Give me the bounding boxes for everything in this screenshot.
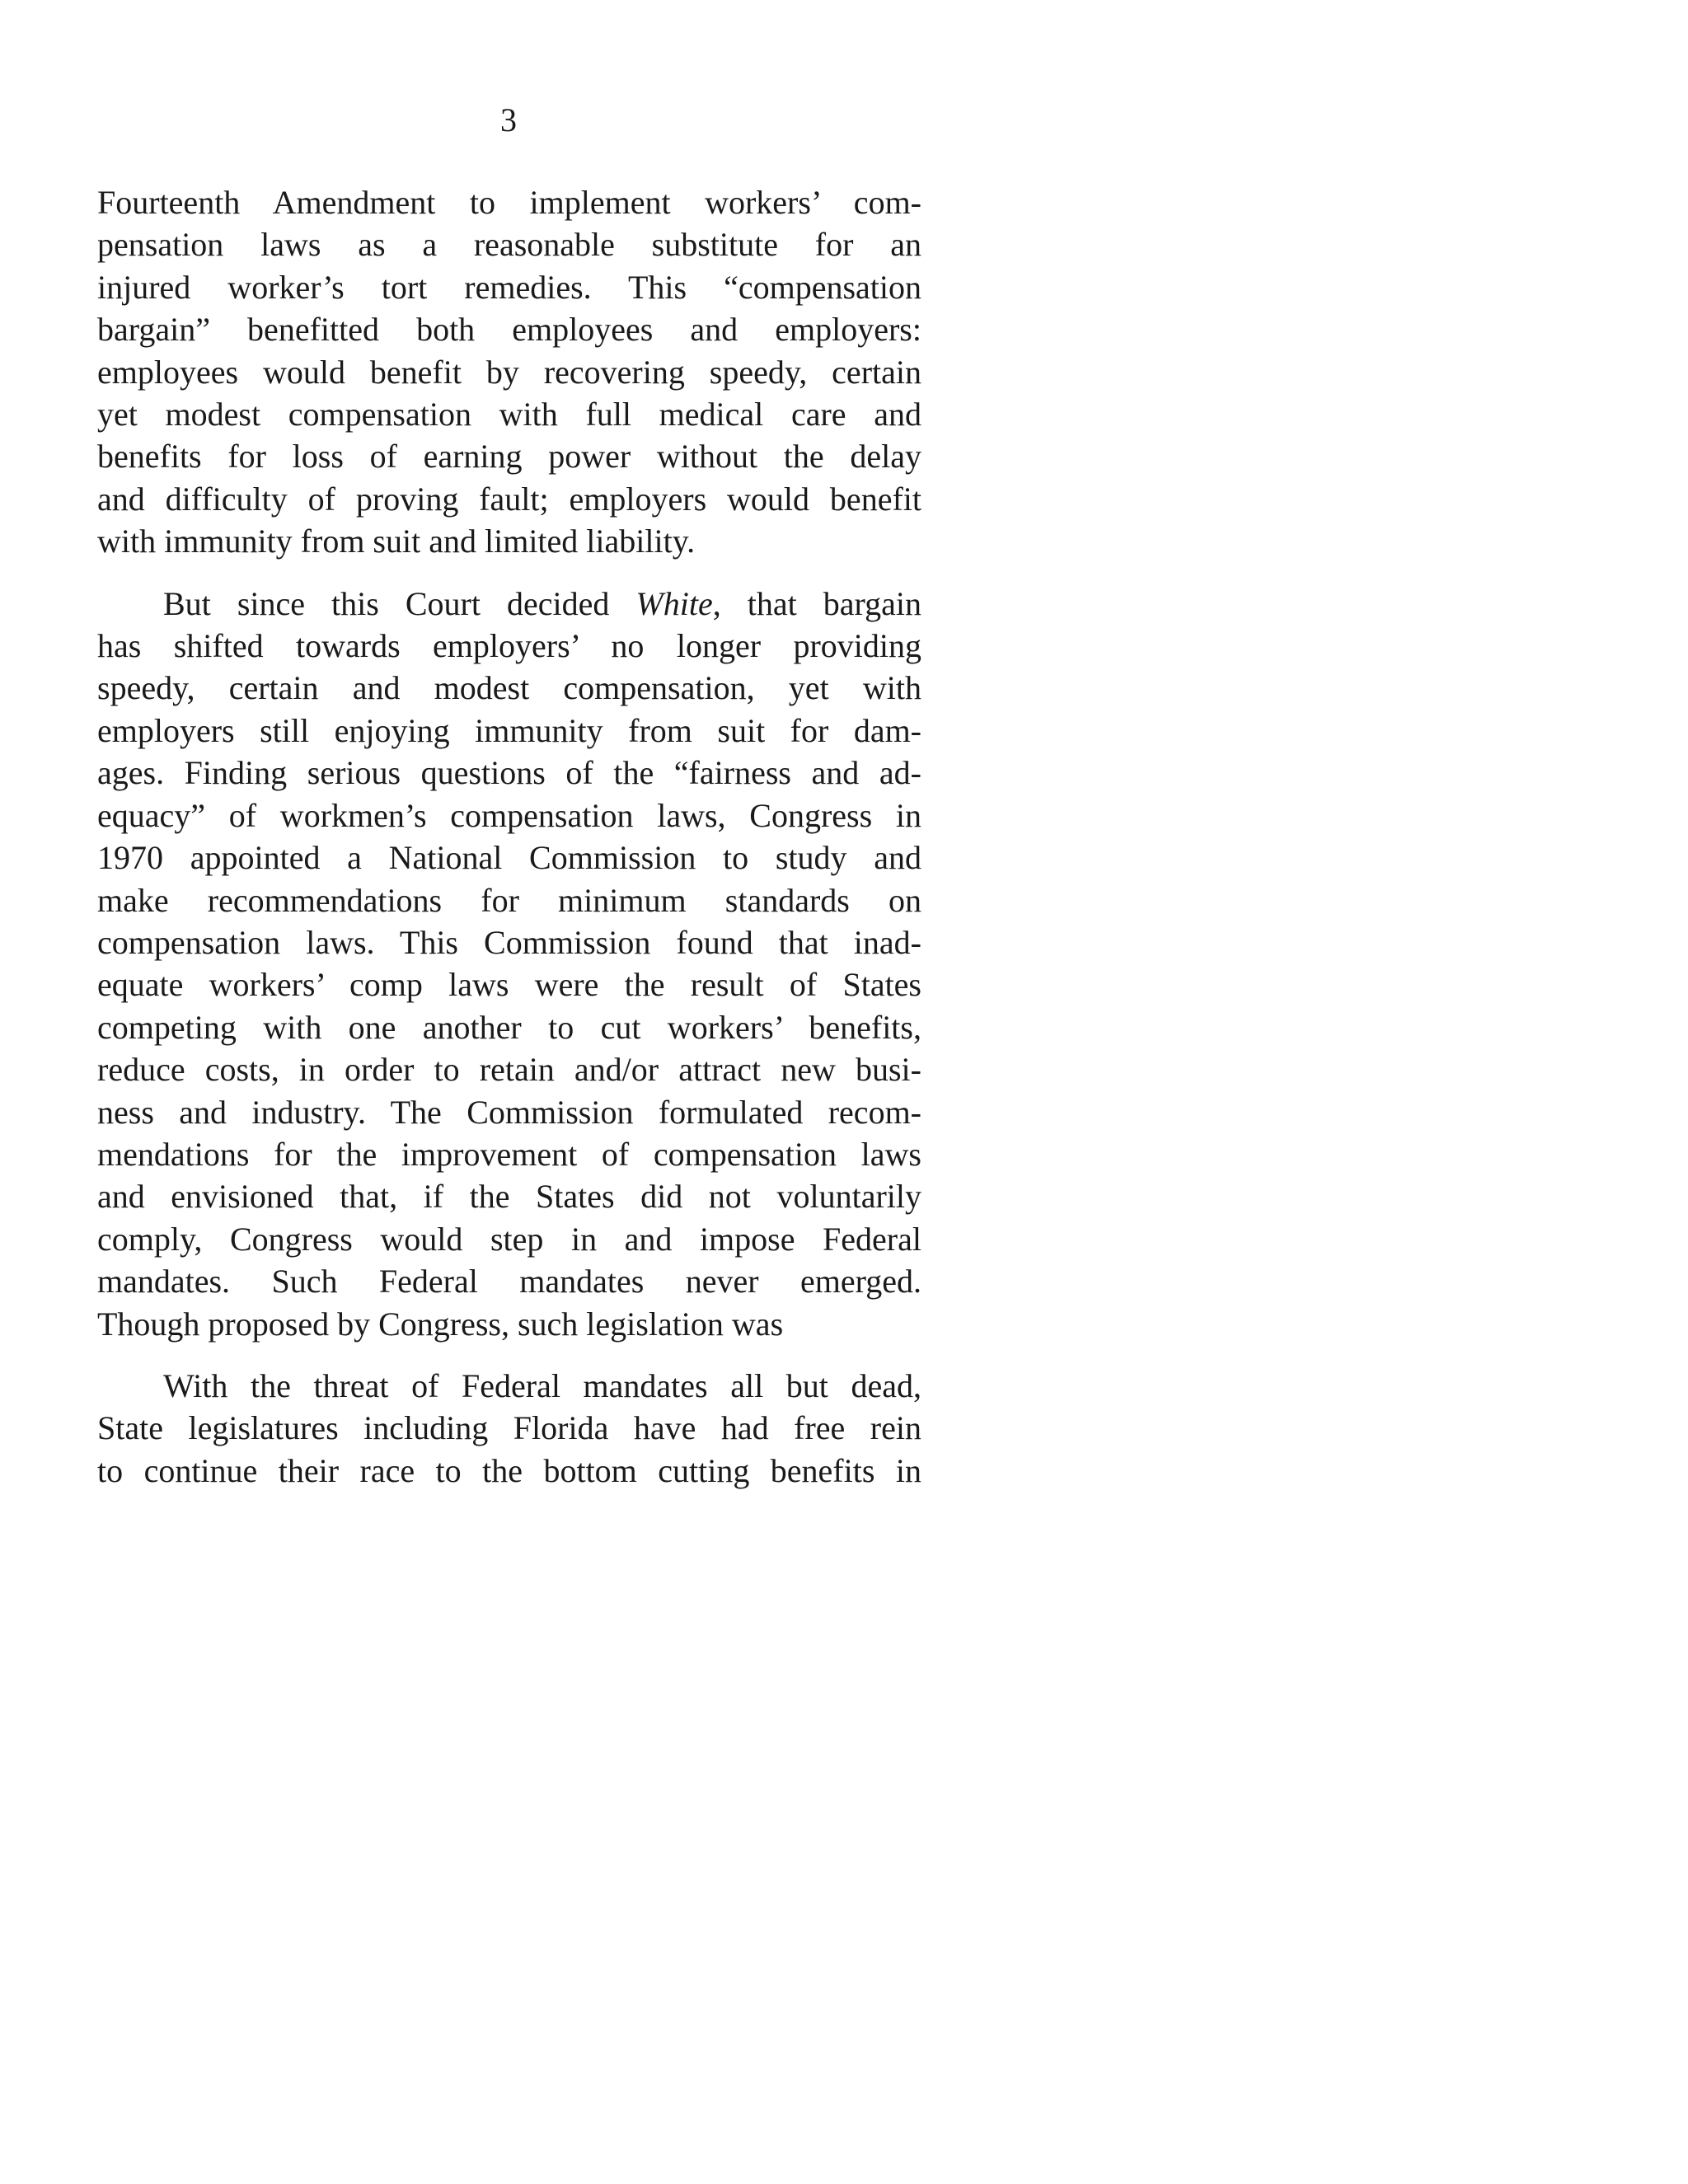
text-line: competing with one another to cut workers’ benefits, [97, 1008, 921, 1046]
text-line: pensation laws as a reasonable substitute for an [97, 226, 921, 264]
text-line: 1970 appointed a National Commission to study and [97, 839, 921, 877]
text-line: and difficulty of proving fault; employers would benefit [97, 480, 921, 518]
text-line: equacy” of workmen’s compensation laws, Congress in [97, 796, 921, 834]
text-line: employees would benefit by recovering speedy, certain [97, 353, 921, 391]
text-line: mendations for the improvement of compensation laws [97, 1135, 921, 1173]
text-segment: , that bargain [712, 584, 921, 622]
text-line [97, 583, 921, 625]
text-line [97, 1365, 921, 1407]
text-line: reduce costs, in order to retain and/or attract new busi- [97, 1051, 921, 1089]
text-line: mandates. Such Federal mandates never emerged. [97, 1263, 921, 1301]
text-line: compensation laws. This Commission found that inad- [97, 923, 921, 961]
text-line: has shifted towards employers’ no longer providing [97, 627, 921, 665]
text-line: ages. Finding serious questions of the “fairness and ad- [97, 754, 921, 792]
case-name-italic: White [635, 584, 713, 622]
text-line: benefits for loss of earning power without the delay [97, 438, 921, 476]
text-line: equate workers’ comp laws were the result of States [97, 966, 921, 1004]
paragraph [97, 181, 921, 563]
text-segment: With the threat of Federal mandates all but dead, [163, 1366, 921, 1404]
text-line: with immunity from suit and limited liability. [97, 523, 696, 560]
text-line: employers still enjoying immunity from suit for dam- [97, 711, 921, 749]
page-number: 3 [500, 101, 517, 138]
text-segment: But since this Court decided [163, 584, 636, 622]
text-line: comply, Congress would step in and impose Federal [97, 1220, 921, 1258]
text-line: to continue their race to the bottom cutting benefits in [97, 1451, 921, 1489]
text-line: Though proposed by Congress, such legislation was [97, 1305, 784, 1343]
text-line: Fourteenth Amendment to implement workers’ com- [97, 184, 921, 221]
text-line: and envisioned that, if the States did not voluntarily [97, 1178, 921, 1216]
text-line: injured worker’s tort remedies. This “compensation [97, 268, 921, 306]
text-line: make recommendations for minimum standards on [97, 881, 921, 919]
text-line: yet modest compensation with full medical care and [97, 396, 921, 434]
text-line: ness and industry. The Commission formulated recom- [97, 1093, 921, 1131]
paragraph [97, 583, 921, 1345]
text-line: bargain” benefitted both employees and employers: [97, 311, 921, 349]
paragraph [97, 1365, 921, 1492]
document-body [97, 181, 921, 1492]
text-line: speedy, certain and modest compensation, yet with [97, 669, 921, 707]
text-line: State legislatures including Florida have had free rein [97, 1409, 921, 1447]
